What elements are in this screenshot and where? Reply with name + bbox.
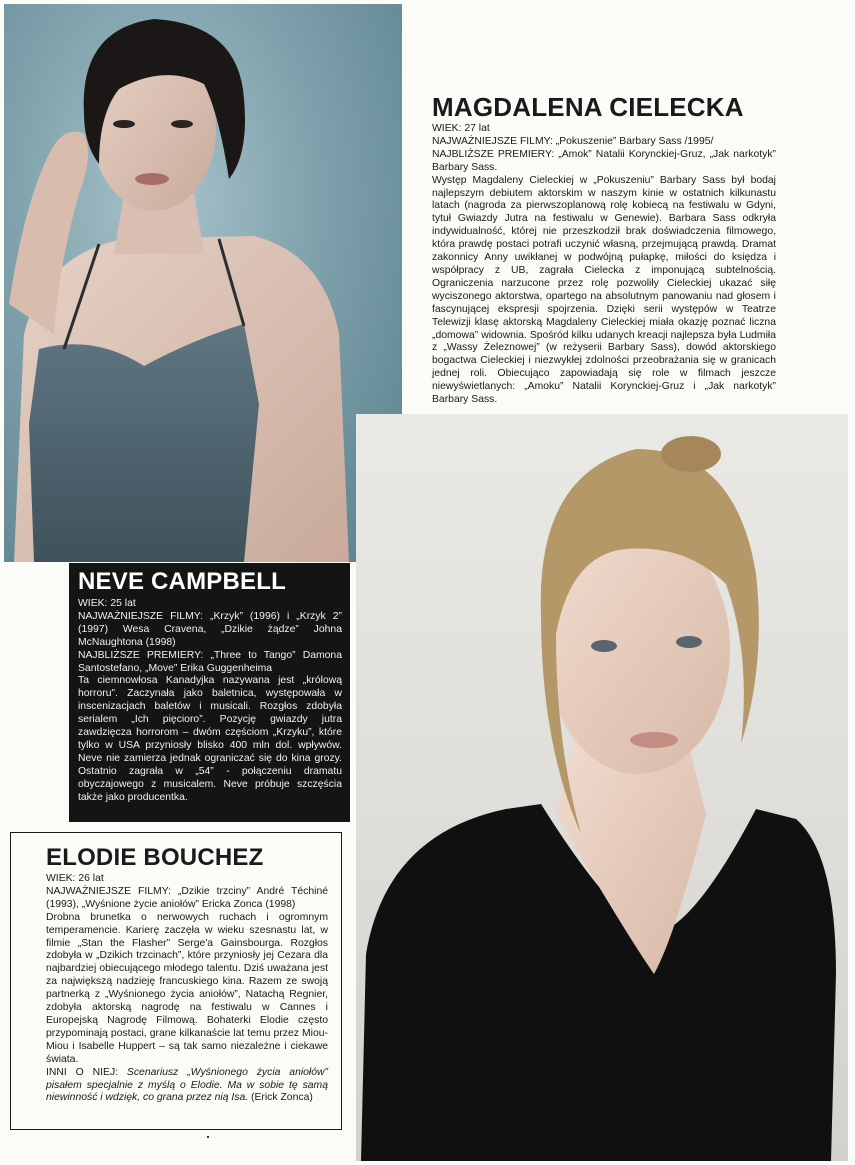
actress-age: WIEK: 25 lat: [78, 598, 136, 609]
portrait-illustration-1: [4, 4, 402, 562]
actress-name: NEVE CAMPBELL: [78, 568, 286, 595]
quote-block: [46, 1067, 328, 1106]
actress-bio-text: Ta ciemnowłosa Kanadyjka nazywana jest „królową horroru”. Zaczynała jako baletnica, występowała w inscenizacjach baletów i musicali. Rozgłos zdobyła serialem „Ich pięcioro”. Pozycję gwiazdy jutra zawdzięcza horrorom – dwóm częściom „Krzyku”, które tylko w USA przyniosły blisko 400 mln dol. wpływów. Neve nie zamierza jednak ograniczać się do kina grozy. Ostatnio zagrała w „54” - połączeniu dramatu obyczajowego z musicalem. Neve próbuje szczęścia także jako producentka.: [78, 675, 342, 803]
actress-films: NAJWAŻNIEJSZE FILMY: „Krzyk” (1996) i „Krzyk 2” (1997) Wesa Cravena, „Dzikie żądze” Johna McNaughtona (1998): [78, 610, 342, 648]
quote-label: INNI O NIEJ:: [46, 1066, 127, 1078]
actress-films: NAJWAŻNIEJSZE FILMY: „Pokuszenie” Barbary Sass /1995/: [432, 135, 714, 147]
bio-elodie-bouchez: [46, 846, 328, 1105]
bio-magdalena-cielecka: [432, 94, 776, 407]
actress-films: NAJWAŻNIEJSZE FILMY: „Dzikie trzciny” André Téchiné (1993), „Wyśnione życie aniołów” Ericka Zonca (1998): [46, 885, 328, 910]
actress-age: WIEK: 26 lat: [46, 873, 104, 884]
actress-age: WIEK: 27 lat: [432, 123, 490, 134]
print-dot: [207, 1136, 209, 1138]
actress-bio-text: Występ Magdaleny Cieleckiej w „Pokuszeniu” Barbary Sass był bodaj najlepszym debiutem aktorskim w naszym kinie w ostatnich kilkunastu latach (nagroda za pierwszoplanową rolę kobiecą na festiwalu w Gdyni, tytuł Gwiazdy Jutra na festiwalu w Genewie). Barbara Sass odkryła indywidualność, której nie przeszkodził brak doświadczenia filmowego, która prawdę postaci potrafi uczynić własną, przejmującą prawdą. Dramat zakonnicy Anny uwikłanej w podwójną pułapkę, miłości do księdza i współpracy z UB, zagrała Cielecka z imponującą subtelnością. Ograniczenia narzucone przez rolę pozwoliły Cieleckiej ukazać siłę wyciszonego aktorstwa, opartego na absolutnym panowaniu nad głosem i fascynującej ekspresji spojrzenia. Dzięki serii występów w Teatrze Telewizji klasę aktorską Magdaleny Cieleckiej miała okazję poznać liczna „domowa” widownia. Spośród kilku udanych kreacji najlepsza była Ludmiła z „Wassy Żeleznowej” (w reżyserii Barbary Sass), dowód aktorskiego bogactwa Cieleckiej i niezwykłej zdolności przeobrażania się w granicach jednej roli. Obiecująco zapowiadają się role w filmach jeszcze niewyświetlanych: „Amoku” Natalii Korynckiej-Gruz i „Jak narkotyk” Barbary Sass.: [432, 174, 776, 406]
quote-text: Scenariusz „Wyśnionego życia aniołów” pisałem specjalnie z myślą o Elodie. Ma w sobie tę samą niewinność i wdzięk, co grana przez nią Isa.: [46, 1066, 328, 1104]
actress-name: MAGDALENA CIELECKA: [432, 92, 744, 122]
quote-source: (Erick Zonca): [248, 1092, 313, 1104]
actress-premieres: NAJBLIŻSZE PREMIERY: „Three to Tango” Damona Santostefano, „Move” Erika Guggenheima: [78, 649, 342, 674]
actress-name: ELODIE BOUCHEZ: [46, 844, 264, 871]
portrait-illustration-2: [356, 414, 848, 1161]
actress-bio-text: Drobna brunetka o nerwowych ruchach i ogromnym temperamencie. Karierę zaczęła w wieku szesnastu lat, w filmie „Stan the Flasher” Serge'a Gainsbourga. Rozgłos zdobyła w „Dzikich trzcinach”, które przyniosły jej Cezara dla najbardziej obiecującego młodego talentu. Dziś uważana jest za największą nadzieję francuskiego kina. Razem ze swoją partnerką z „Wyśnionego życia aniołów”, Natachą Regnier, zdobyła aktorską nagrodę na festiwalu w Cannes i Europejską Nagrodę Filmową. Bohaterki Elodie często przypominają postaci, grane kilkanaście lat temu przez Miou-Miou i Isabelle Huppert – są tak samo niezależne i ciekawe świata.: [46, 911, 328, 1065]
portrait-photo-blonde-hair: [356, 414, 848, 1161]
portrait-photo-dark-hair: [4, 4, 402, 562]
bio-neve-campbell: [69, 563, 350, 822]
actress-premieres: NAJBLIŻSZE PREMIERY: „Amok” Natalii Korynckiej-Gruz, „Jak narkotyk” Barbary Sass.: [432, 148, 776, 173]
